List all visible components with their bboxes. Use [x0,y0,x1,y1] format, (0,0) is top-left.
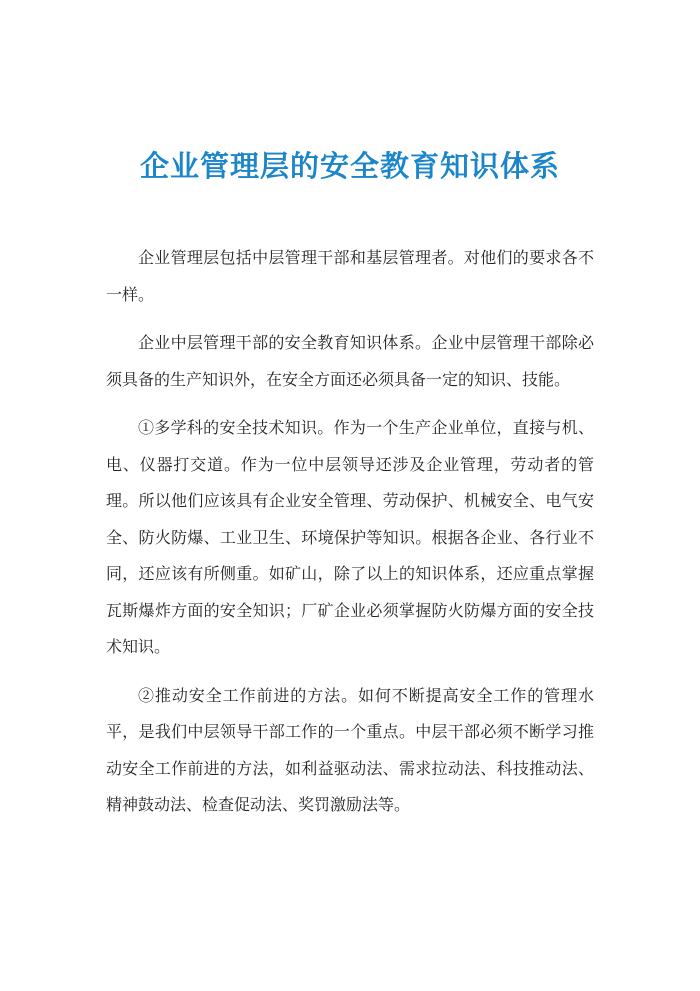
document-title: 企业管理层的安全教育知识体系 [139,149,560,183]
paragraph-middle-managers: 企业中层管理干部的安全教育知识体系。企业中层管理干部除必须具备的生产知识外，在安全方面还必须具备一定的知识、技能。 [106,333,594,389]
paragraph-intro: 企业管理层包括中层管理干部和基层管理者。对他们的要求各不一样。 [106,248,594,304]
paragraph-methods: ②推动安全工作前进的方法。如何不断提高安全工作的管理水平，是我们中层领导干部工作的一个重点。中层干部必须不断学习推动安全工作前进的方法，如利益驱动法、需求拉动法、科技推动法、精神鼓动法、检查促动法、奖罚激励法等。 [106,685,594,814]
paragraph-safety-knowledge: ①多学科的安全技术知识。作为一个生产企业单位，直接与机、电、仪器打交道。作为一位中层领导还涉及企业管理，劳动者的管理。所以他们应该具有企业安全管理、劳动保护、机械安全、电气安全、防火防爆、工业卫生、环境保护等知识。根据各企业、各行业不同，还应该有所侧重。如矿山，除了以上的知识体系，还应重点掌握瓦斯爆炸方面的安全知识；厂矿企业必须掌握防火防爆方面的安全技术知识。 [106,418,594,656]
document-body [106,240,594,836]
